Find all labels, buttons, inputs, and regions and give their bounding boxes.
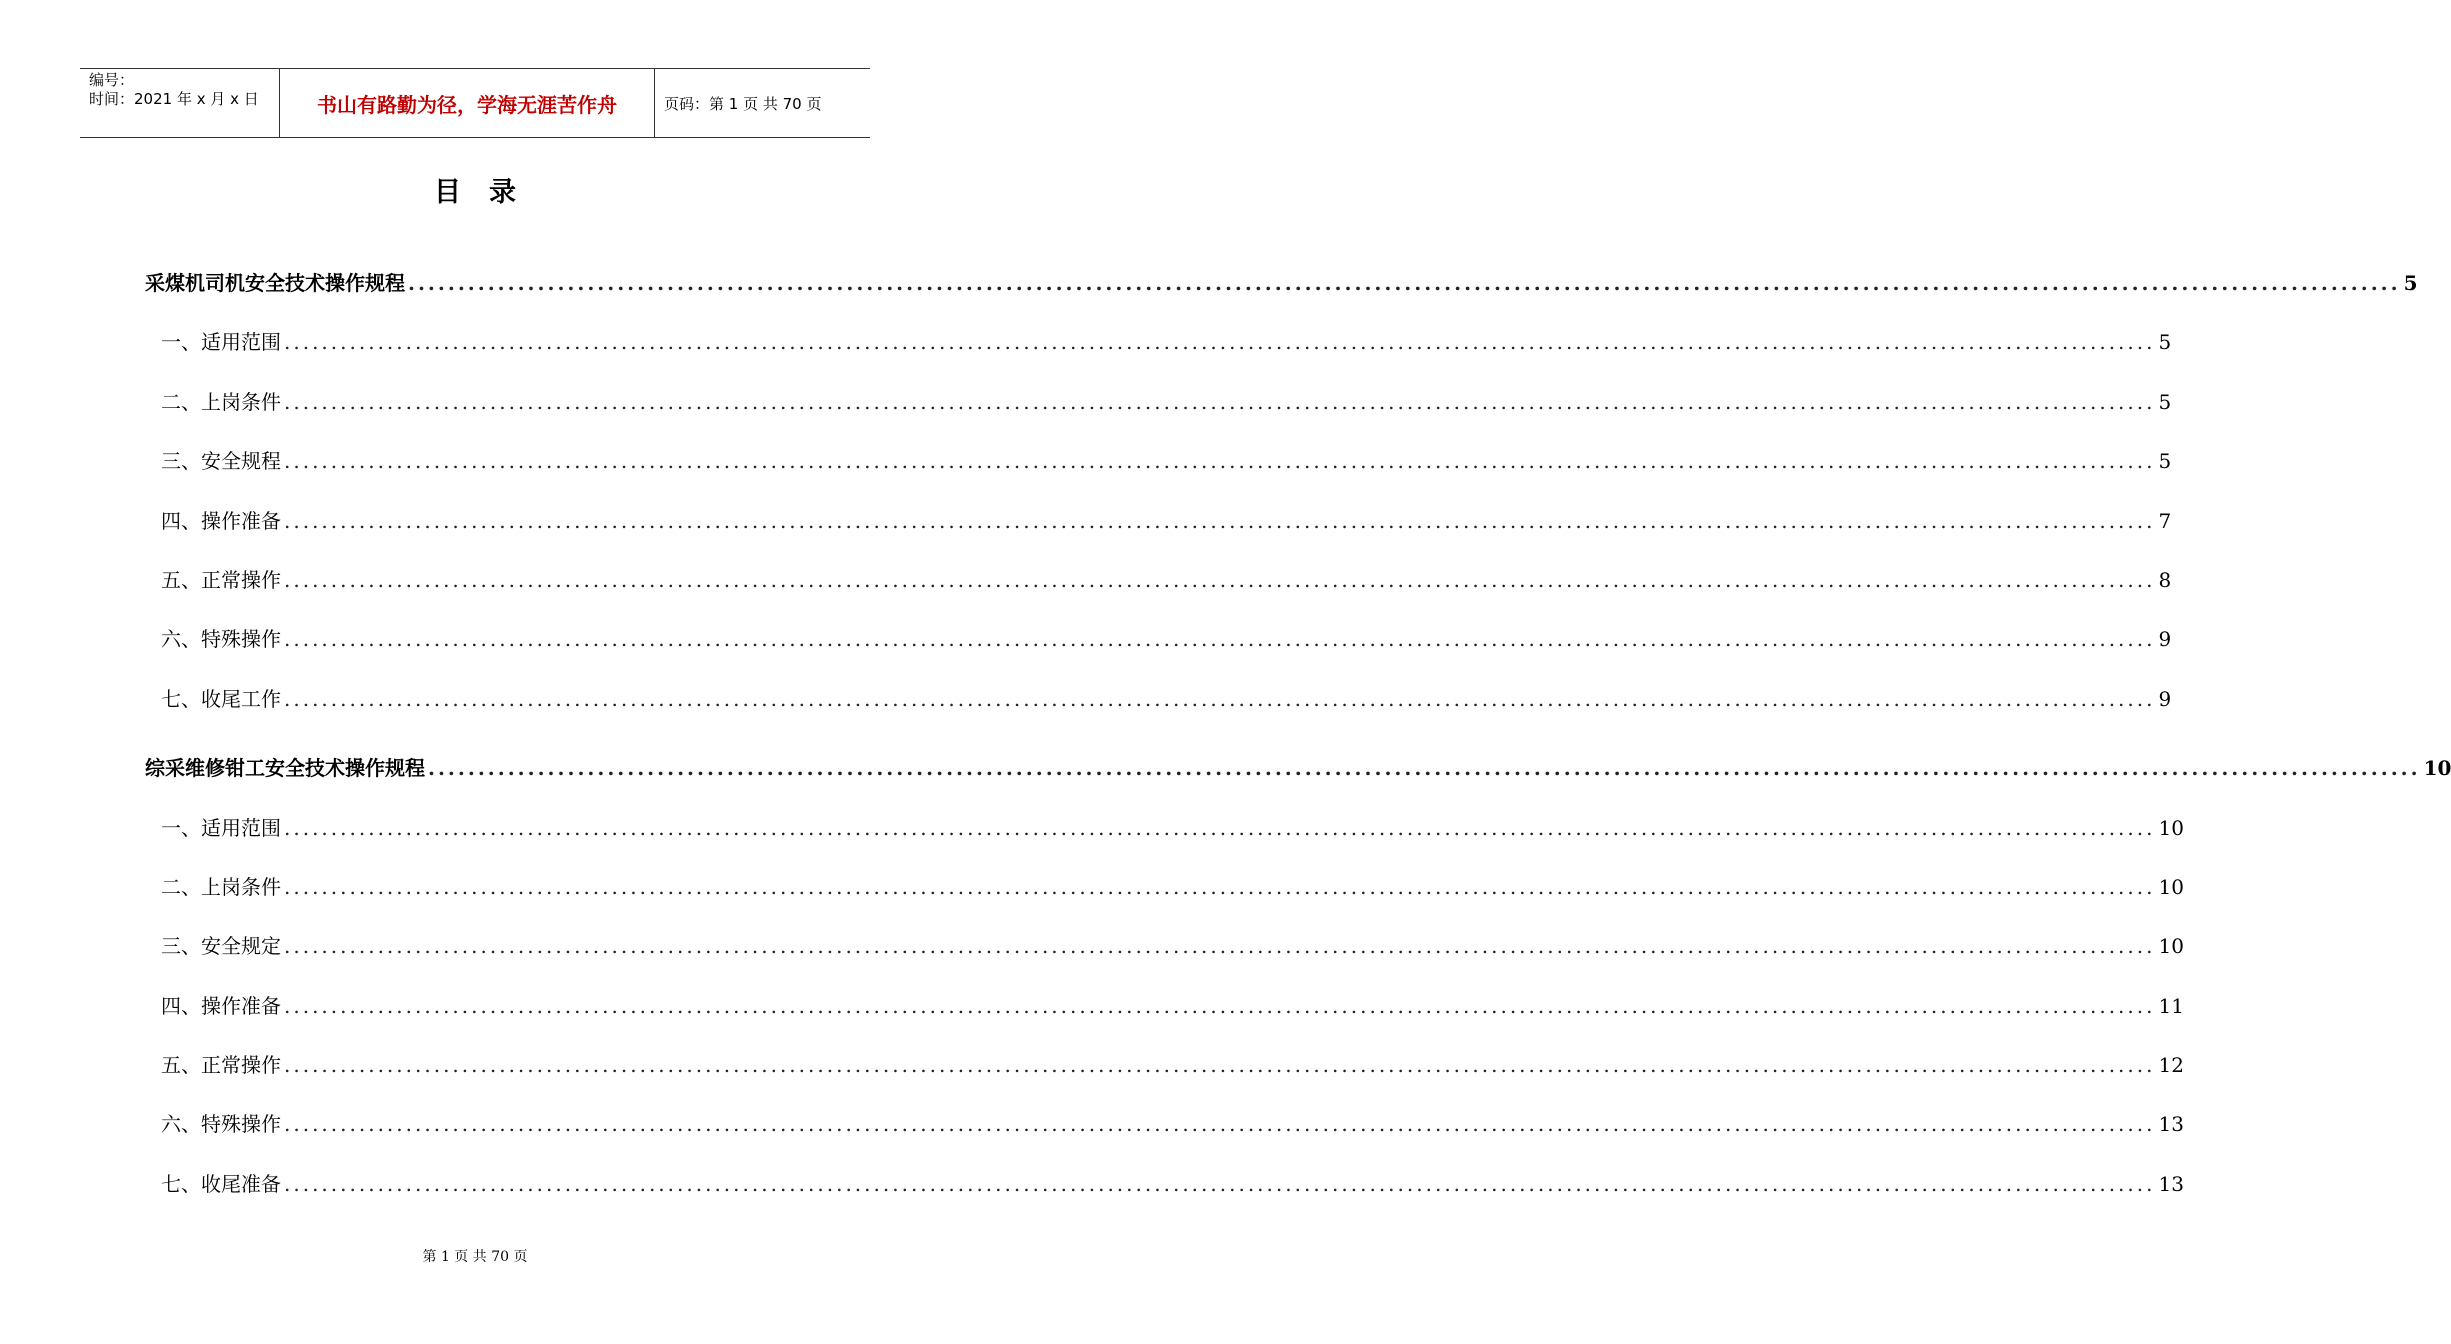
toc-section-entry[interactable] [145,917,2184,976]
toc-section-entry[interactable] [145,1036,2184,1095]
toc-entry-label: 六、特殊操作 [161,1112,281,1137]
toc-entry-label: 采煤机司机安全技术操作规程 [145,271,405,295]
table-of-contents [145,254,2451,1214]
toc-entry-page: 5 [2158,449,2172,474]
toc-entry-page: 10 [2158,815,2184,840]
toc-leader-dots: ........................................................................................................................................................................................................ [284,330,2156,355]
header-motto: 书山有路勤为径，学海无涯苦作舟 [280,69,655,137]
number-label: 编号： [89,71,135,89]
toc-section-entry[interactable] [145,1095,2184,1154]
toc-leader-dots: ........................................................................................................................................................................................................ [284,567,2156,592]
toc-entry-label: 三、安全规程 [161,449,281,474]
toc-leader-dots: ........................................................................................................................................................................................................ [284,1171,2156,1196]
header-meta [80,69,280,137]
toc-entry-label: 五、正常操作 [161,1053,281,1078]
toc-section-entry[interactable] [145,313,2172,372]
toc-leader-dots: ........................................................................................................................................................................................................ [284,874,2156,899]
toc-entry-label: 一、适用范围 [161,330,281,355]
toc-section-entry[interactable] [145,1155,2184,1214]
toc-leader-dots: ........................................................................................................................................................................................................ [284,508,2156,533]
page-title: 目录 [434,177,544,208]
toc-leader-dots: ........................................................................................................................................................................................................ [284,934,2156,959]
toc-section-entry[interactable] [145,373,2172,432]
toc-entry-page: 13 [2158,1112,2184,1137]
toc-leader-dots: ........................................................................................................................................................................................................ [408,271,2401,295]
toc-entry-page: 10 [2158,934,2184,959]
toc-entry-label: 七、收尾工作 [161,686,281,711]
toc-entry-page: 10 [2158,874,2184,899]
toc-section-entry[interactable] [145,610,2172,669]
toc-entry-label: 二、上岗条件 [161,389,281,414]
header-page-label: 页码：第 1 页 共 70 页 [664,94,822,113]
toc-entry-label: 三、安全规定 [161,934,281,959]
toc-section-entry[interactable] [145,799,2184,858]
toc-leader-dots: ........................................................................................................................................................................................................ [284,389,2156,414]
toc-section-entry[interactable] [145,977,2184,1036]
toc-section-entry[interactable] [145,858,2184,917]
toc-entry-label: 四、操作准备 [161,993,281,1018]
toc-entry-label: 一、适用范围 [161,815,281,840]
toc-section-entry[interactable] [145,551,2172,610]
toc-entry-page: 5 [2158,389,2172,414]
toc-section-entry[interactable] [145,670,2172,729]
toc-leader-dots: ........................................................................................................................................................................................................ [284,449,2156,474]
toc-entry-label: 四、操作准备 [161,508,281,533]
toc-leader-dots: ........................................................................................................................................................................................................ [284,1053,2156,1078]
toc-leader-dots: ........................................................................................................................................................................................................ [284,993,2156,1018]
toc-entry-page: 10 [2423,756,2451,781]
toc-entry-page: 13 [2158,1171,2184,1196]
toc-leader-dots: ........................................................................................................................................................................................................ [284,686,2156,711]
toc-leader-dots: ........................................................................................................................................................................................................ [284,1112,2156,1137]
page-footer: 第 1 页 共 70 页 [422,1249,528,1265]
toc-entry-page: 8 [2158,567,2172,592]
toc-section-entry[interactable] [145,432,2172,491]
toc-entry-page: 7 [2158,508,2172,533]
toc-entry-label: 综采维修钳工安全技术操作规程 [145,756,425,781]
toc-chapter-entry[interactable] [145,254,2418,313]
time-label: 时间：2021 年 x 月 x 日 [89,90,259,108]
toc-entry-page: 5 [2403,271,2418,295]
toc-entry-page: 12 [2158,1053,2184,1078]
toc-leader-dots: ........................................................................................................................................................................................................ [428,756,2421,781]
toc-leader-dots: ........................................................................................................................................................................................................ [284,627,2156,652]
toc-entry-page: 11 [2158,993,2184,1018]
page-header [80,68,870,138]
toc-entry-label: 七、收尾准备 [161,1171,281,1196]
toc-entry-label: 五、正常操作 [161,567,281,592]
toc-leader-dots: ........................................................................................................................................................................................................ [284,815,2156,840]
toc-entry-label: 二、上岗条件 [161,874,281,899]
toc-section-entry[interactable] [145,492,2172,551]
toc-entry-page: 9 [2158,627,2172,652]
toc-chapter-entry[interactable] [145,739,2451,798]
toc-entry-page: 9 [2158,686,2172,711]
toc-entry-label: 六、特殊操作 [161,627,281,652]
toc-entry-page: 5 [2158,330,2172,355]
